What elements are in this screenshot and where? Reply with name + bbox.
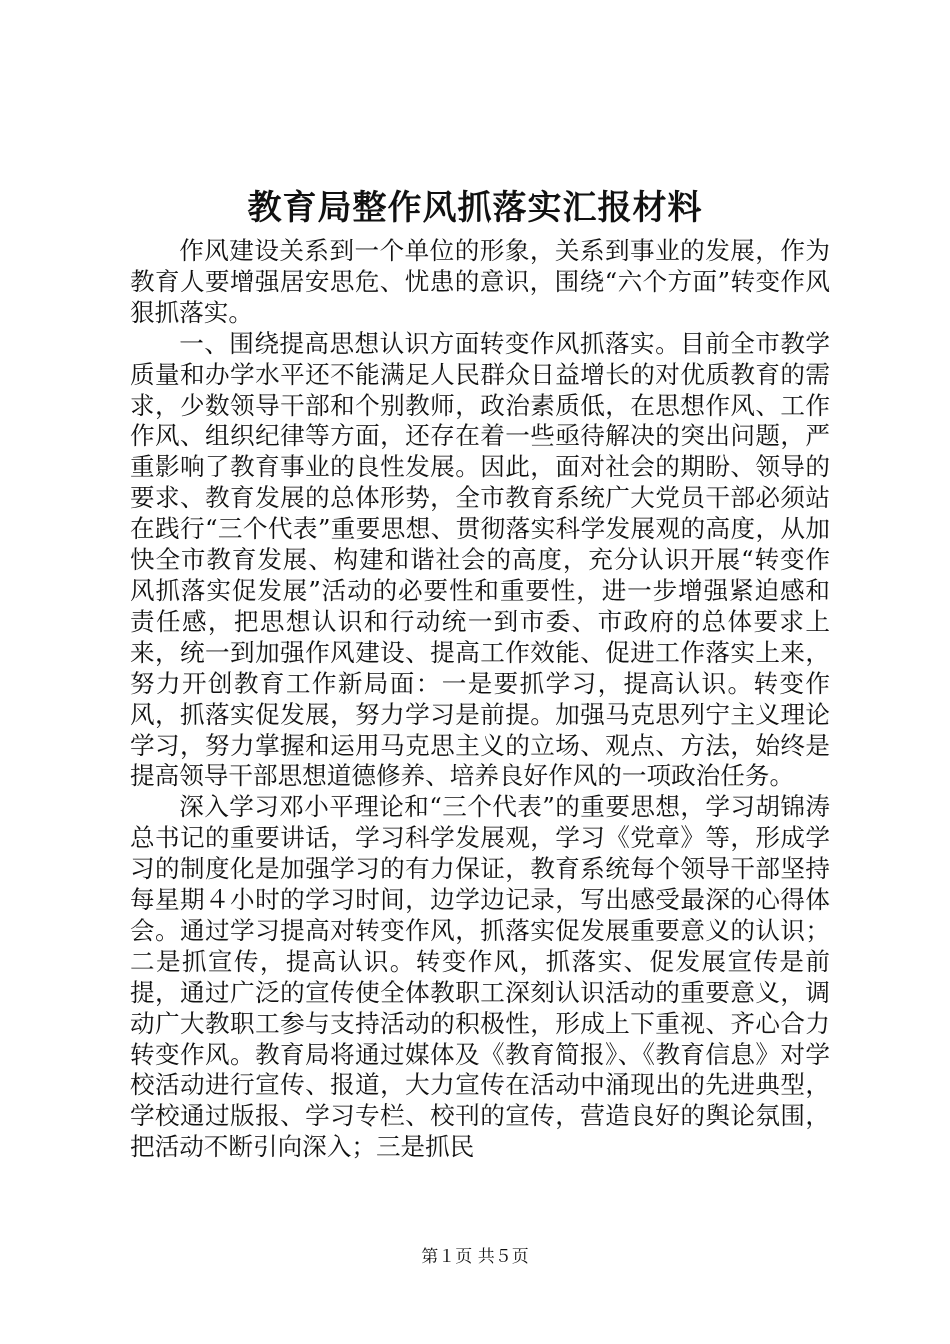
paragraph: 深入学习邓小平理论和“三个代表”的重要思想，学习胡锦涛总书记的重要讲话，学习科学发展观，学习《党章》等，形成学习的制度化是加强学习的有力保证，教育系统每个领导干部坚持每星期４小时的学习时间，边学边记录，写出感受最深的心得体会。通过学习提高对转变作风，抓落实促发展重要意义的认识；二是抓宣传，提高认识。转变作风，抓落实、促发展宣传是前提，通过广泛的宣传使全体教职工深刻认识活动的重要意义，调动广大教职工参与支持活动的积极性，形成上下重视、齐心合力转变作风。教育局将通过媒体及《教育简报》、《教育信息》对学校活动进行宣传、报道，大力宣传在活动中涌现出的先进典型，学校通过版报、学习专栏、校刊的宣传，营造良好的舆论氛围，把活动不断引向深入；三是抓民 <box>130 792 830 1162</box>
paragraph: 一、围绕提高思想认识方面转变作风抓落实。目前全市教学质量和办学水平还不能满足人民群众日益增长的对优质教育的需求，少数领导干部和个别教师，政治素质低，在思想作风、工作作风、组织纪律等方面，还存在着一些亟待解决的突出问题，严重影响了教育事业的良性发展。因此，面对社会的期盼、领导的要求、教育发展的总体形势，全市教育系统广大党员干部必须站在践行“三个代表”重要思想、贯彻落实科学发展观的高度，从加快全市教育发展、构建和谐社会的高度，充分认识开展“转变作风抓落实促发展”活动的必要性和重要性，进一步增强紧迫感和责任感，把思想认识和行动统一到市委、市政府的总体要求上来，统一到加强作风建设、提高工作效能、促进工作落实上来，努力开创教育工作新局面：一是要抓学习，提高认识。转变作风，抓落实促发展，努力学习是前提。加强马克思列宁主义理论学习，努力掌握和运用马克思主义的立场、观点、方法，始终是提高领导干部思想道德修养、培养良好作风的一项政治任务。 <box>130 328 830 791</box>
document-title: 教育局整作风抓落实汇报材料 <box>247 188 703 228</box>
paragraph: 作风建设关系到一个单位的形象，关系到事业的发展，作为教育人要增强居安思危、忧患的意识，围绕“六个方面”转变作风狠抓落实。 <box>130 236 830 327</box>
page-footer: 第１页 共５页 <box>421 1247 529 1267</box>
document-body <box>130 236 830 1163</box>
